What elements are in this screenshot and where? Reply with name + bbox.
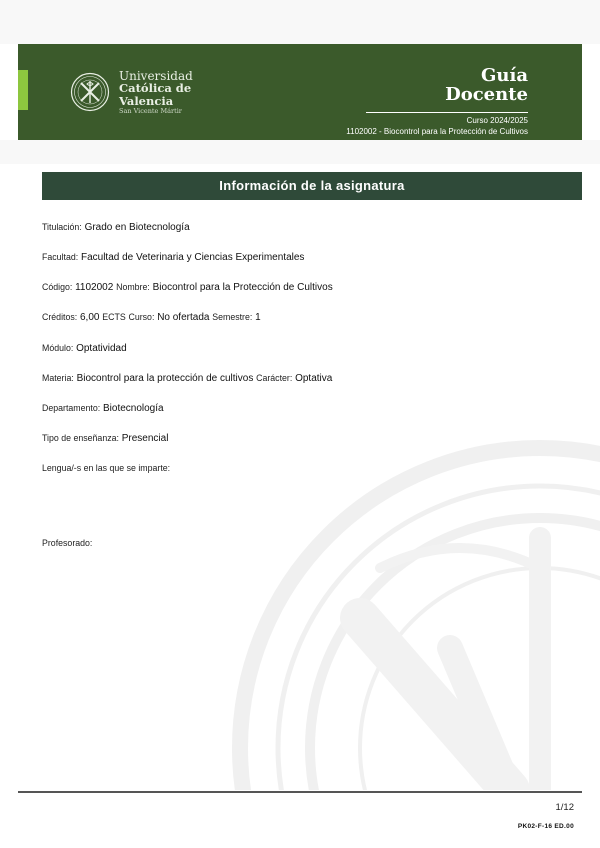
header-divider bbox=[366, 112, 528, 113]
guide-title-line1: Guía bbox=[481, 65, 528, 86]
titulacion-label: Titulación: bbox=[42, 222, 82, 232]
logo-text-line1: Universidad bbox=[119, 69, 193, 83]
row-profesorado bbox=[42, 538, 92, 549]
profesorado-label: Profesorado: bbox=[42, 538, 93, 548]
row-codigo bbox=[42, 282, 333, 293]
row-departamento bbox=[42, 403, 164, 414]
row-titulacion bbox=[42, 222, 190, 233]
titulacion-value: Grado en Biotecnología bbox=[84, 222, 190, 233]
tipo-ensenanza-value: Presencial bbox=[121, 433, 169, 444]
lengua-label: Lengua/-s en las que se imparte: bbox=[42, 463, 171, 473]
codigo-label: Código: bbox=[42, 282, 73, 292]
modulo-label: Módulo: bbox=[42, 343, 74, 353]
nombre-label: Nombre: bbox=[116, 282, 150, 292]
ects-label: ECTS bbox=[102, 312, 126, 322]
curso-value: No ofertada bbox=[157, 312, 210, 323]
departamento-label: Departamento: bbox=[42, 403, 101, 413]
tipo-ensenanza-label: Tipo de enseñanza: bbox=[42, 433, 119, 443]
logo-text-line4: San Vicente Mártir bbox=[119, 107, 182, 115]
row-facultad bbox=[42, 252, 304, 263]
facultad-label: Facultad: bbox=[42, 252, 79, 262]
university-seal-icon bbox=[70, 72, 110, 112]
row-materia bbox=[42, 373, 332, 384]
modulo-value: Optatividad bbox=[76, 343, 127, 354]
creditos-value: 6,00 bbox=[79, 312, 100, 323]
creditos-label: Créditos: bbox=[42, 312, 78, 322]
page-number: 1/12 bbox=[555, 802, 574, 813]
guide-title-line2: Docente bbox=[445, 83, 528, 105]
top-margin bbox=[0, 0, 600, 44]
semestre-value: 1 bbox=[255, 312, 261, 323]
facultad-value: Facultad de Veterinaria y Ciencias Experimentales bbox=[80, 252, 305, 263]
course-code-name: 1102002 - Biocontrol para la Protección de Cultivos bbox=[346, 127, 528, 136]
form-code: PK02-F-16 ED.00 bbox=[517, 823, 574, 830]
caracter-label: Carácter: bbox=[256, 373, 293, 383]
semestre-label: Semestre: bbox=[212, 312, 253, 322]
guide-title bbox=[445, 67, 528, 105]
departamento-value: Biotecnología bbox=[102, 403, 164, 414]
caracter-value: Optativa bbox=[295, 373, 333, 384]
codigo-value: 1102002 bbox=[75, 282, 114, 293]
university-logo-text bbox=[119, 70, 193, 115]
logo-text-line2: Católica de bbox=[119, 81, 192, 95]
curso-label: Curso: bbox=[128, 312, 155, 322]
materia-label: Materia: bbox=[42, 373, 74, 383]
section-title: Información de la asignatura bbox=[42, 172, 582, 200]
footer-divider bbox=[18, 791, 582, 793]
logo-text-line3: Valencia bbox=[119, 93, 174, 108]
watermark-seal-icon bbox=[210, 418, 600, 790]
row-creditos bbox=[42, 312, 261, 323]
nombre-value: Biocontrol para la Protección de Cultivos bbox=[152, 282, 333, 293]
course-year: Curso 2024/2025 bbox=[466, 116, 528, 125]
row-modulo bbox=[42, 343, 127, 354]
accent-bar bbox=[18, 70, 28, 110]
header-bottom-margin bbox=[0, 140, 600, 164]
row-lengua bbox=[42, 463, 170, 474]
materia-value: Biocontrol para la protección de cultivos bbox=[76, 373, 254, 384]
row-tipo-ensenanza bbox=[42, 433, 168, 444]
